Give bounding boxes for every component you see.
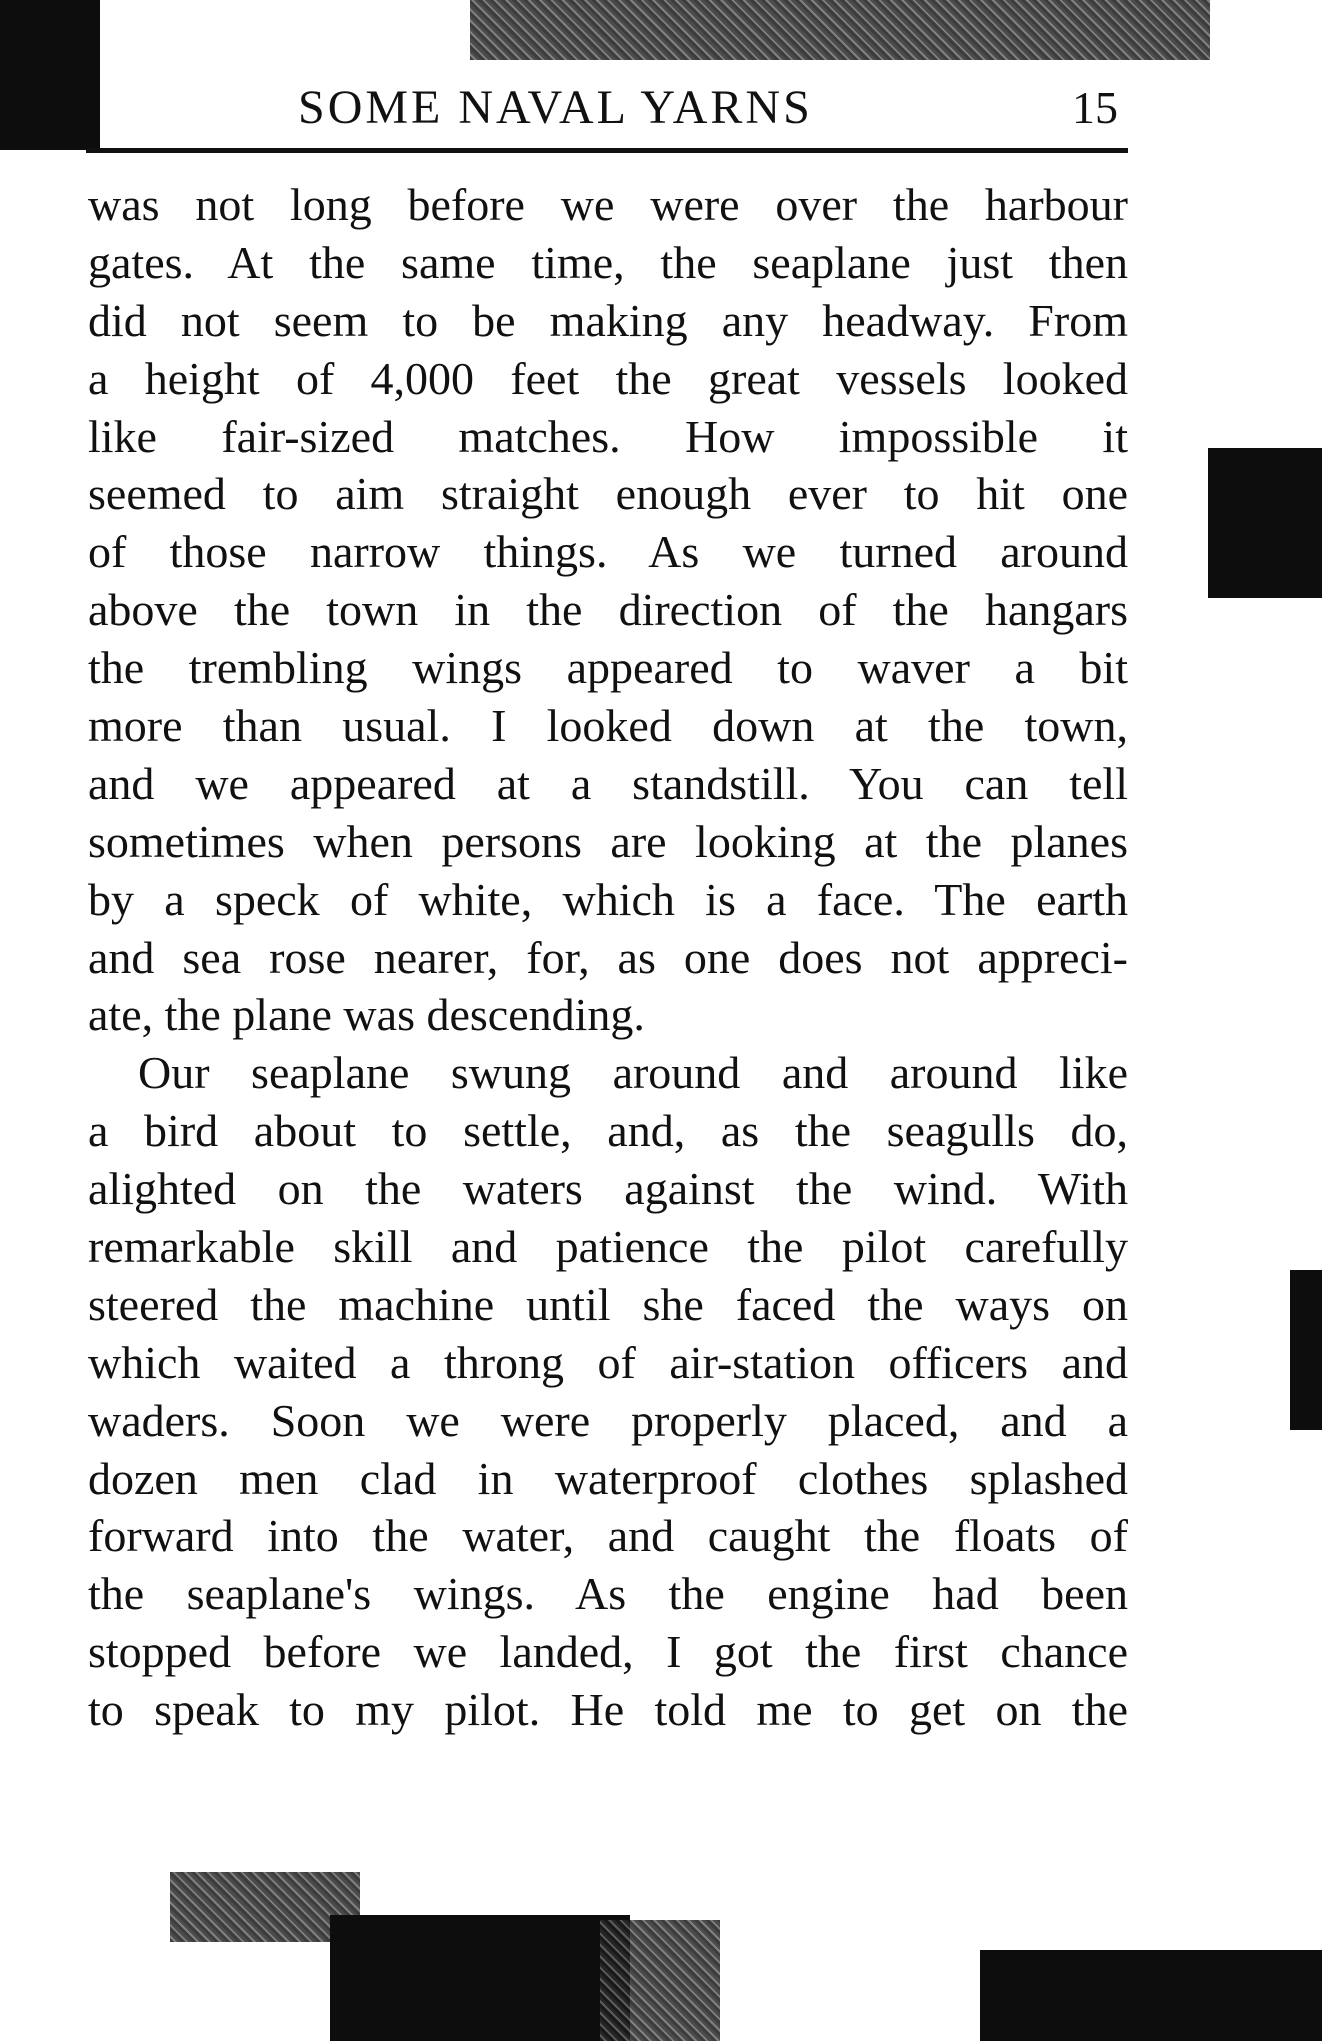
text-line: ate, the plane was descending.: [88, 989, 645, 1041]
text-line: sometimes when persons are looking at the planes: [88, 815, 1128, 867]
text-line: dozen men clad in waterproof clothes splashed: [88, 1452, 1128, 1504]
text-line: was not long before we were over the harbour: [88, 179, 1128, 230]
text-line: more than usual. I looked down at the town,: [88, 700, 1128, 752]
text-line: gates. At the same time, the seaplane just then: [88, 236, 1128, 288]
scan-smudge-bottom-right: [980, 1950, 1322, 2041]
text-line: and sea rose nearer, for, as one does not appreci-: [88, 931, 1128, 983]
scan-smudge-bottom-center: [330, 1915, 630, 2041]
text-line: remarkable skill and patience the pilot carefully: [88, 1221, 1128, 1273]
scan-smudge-top: [470, 0, 1210, 60]
running-title: SOME NAVAL YARNS: [298, 81, 813, 134]
text-line: which waited a throng of air-station officers and: [88, 1336, 1128, 1388]
running-head: [86, 78, 1128, 138]
text-line: a height of 4,000 feet the great vessels looked: [88, 352, 1128, 404]
text-line: alighted on the waters against the wind. With: [88, 1163, 1128, 1215]
text-line: did not seem to be making any headway. From: [88, 294, 1128, 346]
text-line: by a speck of white, which is a face. The earth: [88, 873, 1128, 925]
header-rule: [86, 148, 1128, 153]
text-line: and we appeared at a standstill. You can tell: [88, 757, 1128, 809]
text-line: stopped before we landed, I got the first chance: [88, 1626, 1128, 1678]
page-number: 15: [1072, 82, 1118, 133]
body-text: [88, 176, 1128, 1739]
text-line: the trembling wings appeared to waver a bit: [88, 642, 1128, 694]
text-line: seemed to aim straight enough ever to hit one: [88, 468, 1128, 520]
text-line: of those narrow things. As we turned around: [88, 526, 1128, 578]
text-line: like fair-sized matches. How impossible it: [88, 410, 1128, 462]
scan-smudge-right-upper: [1208, 448, 1322, 598]
text-line: to speak to my pilot. He told me to get on the: [88, 1684, 1128, 1736]
text-line: the seaplane's wings. As the engine had been: [88, 1568, 1128, 1620]
scan-smudge-top-left: [0, 0, 100, 150]
scan-smudge-right-middle: [1290, 1270, 1322, 1430]
text-line: above the town in the direction of the hangars: [88, 584, 1128, 636]
scan-smudge-bottom-center-edge: [600, 1920, 720, 2041]
text-line: forward into the water, and caught the floats of: [88, 1510, 1128, 1562]
text-line: steered the machine until she faced the ways on: [88, 1278, 1128, 1330]
text-line: Our seaplane swung around and around like: [138, 1047, 1128, 1099]
text-line: waders. Soon we were properly placed, and a: [88, 1394, 1128, 1446]
text-line: a bird about to settle, and, as the seagulls do,: [88, 1105, 1128, 1157]
